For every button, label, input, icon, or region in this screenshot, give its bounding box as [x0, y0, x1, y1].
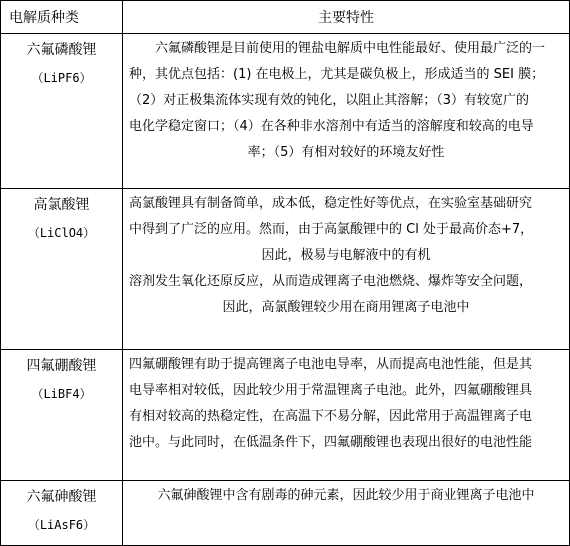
description-line: 因此，极易与电解液中的有机: [261, 248, 431, 263]
description-line: 有相对较高的热稳定性，在高温下不易分解，因此常用于高温锂离子电: [129, 409, 533, 424]
description-line: （2）对正极集流体实现有效的钝化，以阻止其溶解；（3）有较宽广的: [129, 93, 530, 108]
electrolyte-name: 六氟磷酸锂: [26, 42, 97, 58]
property-description-cell: [123, 34, 570, 189]
description-line: 高氯酸锂具有制备简单，成本低，稳定性好等优点，在实验室基础研究: [129, 196, 533, 211]
electrolyte-name-cell: [1, 34, 123, 189]
description-line: 六氟砷酸锂中含有剧毒的砷元素，因此较少用于商业锂离子电池中: [157, 488, 535, 503]
description-line: 电导率相对较低，因此较少用于常温锂离子电池。此外，四氟硼酸锂具: [129, 383, 533, 398]
table-row: [1, 350, 570, 481]
electrolyte-name: 四氟硼酸锂: [26, 358, 97, 374]
description-line: 池中。与此同时，在低温条件下，四氟硼酸锂也表现出很好的电池性能: [129, 435, 533, 450]
electrolyte-name: 六氟砷酸锂: [26, 489, 97, 505]
description-line: 溶剂发生氧化还原反应，从而造成锂离子电池燃烧、爆炸等安全问题，: [129, 274, 533, 289]
electrolyte-formula: （LiBF4）: [31, 387, 92, 401]
description-line: 种，其优点包括：(1) 在电极上，尤其是碳负极上，形成适当的 SEI 膜；: [129, 67, 545, 82]
table-row: [1, 34, 570, 189]
electrolyte-formula: （LiPF6）: [31, 71, 92, 85]
electrolyte-name-cell: [1, 189, 123, 350]
description-line: 六氟磷酸锂是目前使用的锂盐电解质中电性能最好、使用最广泛的一: [155, 41, 546, 56]
header-main-properties: 主要特性: [123, 1, 570, 34]
property-description-cell: [123, 350, 570, 481]
table-row: [1, 189, 570, 350]
electrolyte-name: 高氯酸锂: [33, 197, 90, 213]
electrolyte-formula: （LiClO4）: [27, 226, 96, 240]
description-line: 率；（5）有相对较好的环境友好性: [247, 145, 445, 160]
description-line: 电化学稳定窗口；（4）在各种非水溶剂中有适当的溶解度和较高的电导: [129, 119, 534, 134]
header-electrolyte-type: 电解质种类: [1, 1, 123, 34]
description-line: 因此，高氯酸锂较少用在商用锂离子电池中: [222, 300, 470, 315]
description-line: 中得到了广泛的应用。然而，由于高氯酸锂中的 Cl 处于最高价态+7，: [129, 222, 534, 237]
description-line: 四氟硼酸锂有助于提高锂离子电池电导率，从而提高电池性能，但是其: [129, 357, 533, 372]
electrolyte-name-cell: [1, 350, 123, 481]
property-description-cell: [123, 189, 570, 350]
table-header-row: [1, 1, 570, 34]
electrolyte-formula: （LiAsF6）: [27, 518, 96, 532]
